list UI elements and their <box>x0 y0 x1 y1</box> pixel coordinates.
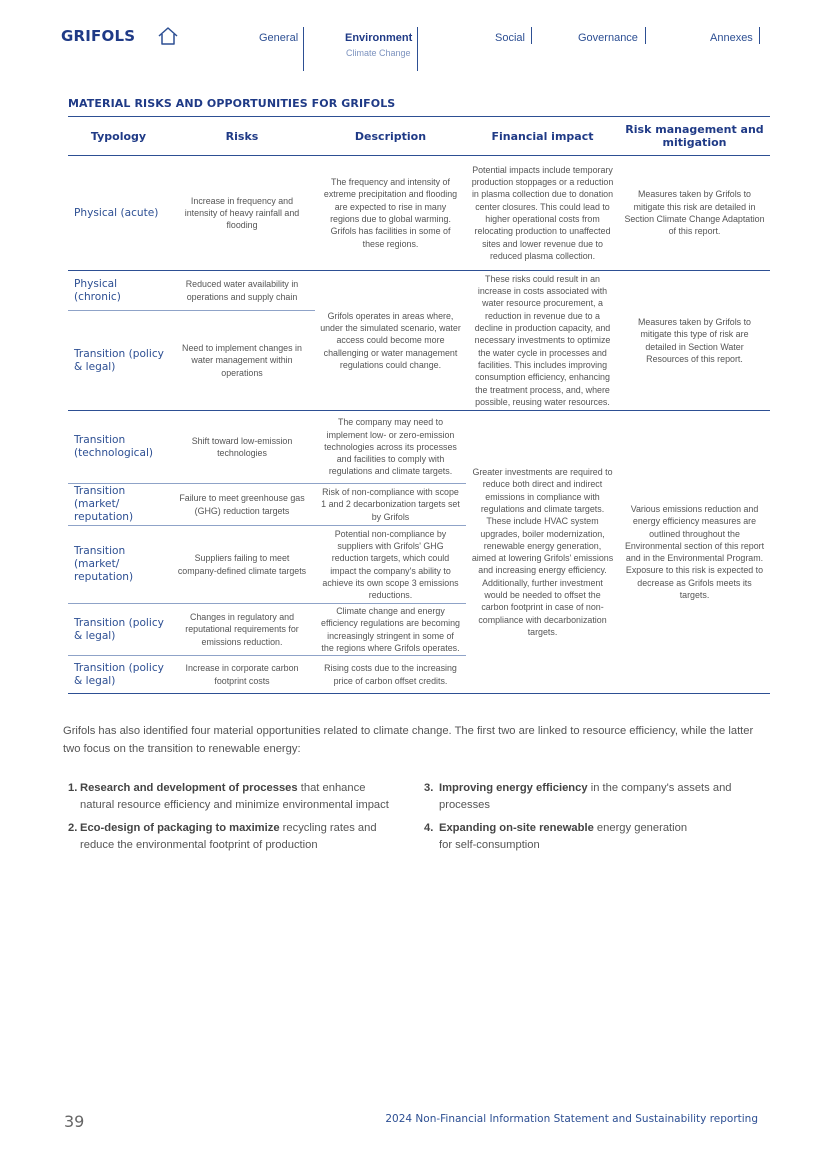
nav-environment-sub[interactable]: Climate Change <box>346 48 411 58</box>
risks-table <box>68 116 770 694</box>
list-item-text: recycling rates and reduce the environmental footprint of production <box>80 822 377 851</box>
header-description: Description <box>315 117 466 156</box>
opportunities-intro: Grifols has also identified four material opportunities related to climate change. The first two are linked to resource efficiency, while the latter two focus on the transition to renewable energy: <box>63 725 754 755</box>
list-number: 1. <box>68 782 78 794</box>
typology-cell: Physical (chronic) <box>68 271 169 311</box>
risk-cell: Failure to meet greenhouse gas (GHG) reduction targets <box>169 484 315 526</box>
list-item <box>68 780 393 813</box>
table-row <box>68 411 770 484</box>
list-number: 4. <box>424 822 434 834</box>
risk-cell: Changes in regulatory and reputational requirements for emissions reduction. <box>169 604 315 656</box>
nav-environment[interactable]: Environment <box>345 32 413 44</box>
typology-cell: Transition (technological) <box>68 411 169 484</box>
list-item-text: in the company's assets and processes <box>439 782 732 811</box>
description-cell: Climate change and energy efficiency regulations are becoming increasingly stringent in some of the regions where Grifols operates. <box>315 604 466 656</box>
list-number: 3. <box>424 782 434 794</box>
header-risks: Risks <box>169 117 315 156</box>
typology-cell: Transition (market/ reputation) <box>68 484 169 526</box>
risk-cell: Reduced water availability in operations and supply chain <box>169 271 315 311</box>
opportunities-list-left <box>68 780 393 860</box>
risk-cell: Shift toward low-emission technologies <box>169 411 315 484</box>
nav-governance[interactable]: Governance <box>578 32 638 44</box>
description-cell: Rising costs due to the increasing price of carbon offset credits. <box>315 656 466 694</box>
nav-divider <box>759 27 760 44</box>
nav-divider <box>303 27 304 71</box>
list-item <box>424 780 769 813</box>
section-title: MATERIAL RISKS AND OPPORTUNITIES FOR GRIFOLS <box>68 97 396 110</box>
nav-divider <box>417 27 418 71</box>
nav-divider <box>645 27 646 44</box>
typology-cell: Transition (policy & legal) <box>68 311 169 411</box>
list-item <box>68 820 393 853</box>
mitigation-cell: Measures taken by Grifols to mitigate this type of risk are detailed in Section Water Resources of this report. <box>619 271 770 411</box>
risk-cell: Suppliers failing to meet company-defined climate targets <box>169 526 315 604</box>
risk-cell: Increase in frequency and intensity of heavy rainfall and flooding <box>169 156 315 271</box>
nav-divider <box>531 27 532 44</box>
financial-impact-cell: Potential impacts include temporary production stoppages or a reduction in plasma collection due to donation center closures. This could lead to higher operational costs from relocating production to unaffected sites and lower revenue due to reduced plasma collection. <box>466 156 619 271</box>
list-item-bold: Improving energy efficiency <box>439 782 588 794</box>
footer-title: 2024 Non-Financial Information Statement and Sustainability reporting <box>385 1113 758 1125</box>
description-cell: The company may need to implement low- or zero-emission technologies across its processes and facilities to comply with regulations and climate targets. <box>315 411 466 484</box>
typology-cell: Transition (policy & legal) <box>68 656 169 694</box>
description-cell: Potential non-compliance by suppliers with Grifols' GHG reduction targets, which could impact the company's ability to achieve its own scope 3 emissions reductions. <box>315 526 466 604</box>
mitigation-cell: Measures taken by Grifols to mitigate this risk are detailed in Section Climate Change Adaptation of this report. <box>619 156 770 271</box>
list-item-bold: Eco-design of packaging to maximize <box>80 822 280 834</box>
description-cell: Grifols operates in areas where, under the simulated scenario, water access could become more challenging or water management regulations could change. <box>315 271 466 411</box>
page-number: 39 <box>64 1112 85 1131</box>
opportunities-list-right <box>424 780 769 860</box>
page-header <box>0 0 825 80</box>
header-financial-impact: Financial impact <box>466 117 619 156</box>
typology-cell: Physical (acute) <box>68 156 169 271</box>
list-number: 2. <box>68 822 78 834</box>
nav-annexes[interactable]: Annexes <box>710 32 753 44</box>
description-cell: Risk of non-compliance with scope 1 and 2 decarbonization targets set by Grifols <box>315 484 466 526</box>
list-item-text: that enhance natural resource efficiency and minimize environmental impact <box>80 782 389 811</box>
table-row <box>68 271 770 311</box>
list-item <box>424 820 699 853</box>
list-item-bold: Research and development of processes <box>80 782 298 794</box>
typology-cell: Transition (policy & legal) <box>68 604 169 656</box>
header-typology: Typology <box>68 117 169 156</box>
nav-social[interactable]: Social <box>495 32 525 44</box>
mitigation-cell: Various emissions reduction and energy efficiency measures are outlined throughout the Environmental section of this report and in the Environmental Program. Exposure to this risk is expected to decrease as Grifols meets its targets. <box>619 411 770 694</box>
header-mitigation: Risk management and mitigation <box>619 117 770 156</box>
financial-impact-cell: Greater investments are required to reduce both direct and indirect emissions in compliance with regulations and climate targets. These include HVAC system upgrades, boiler modernization, renewable energy generation, aimed at lowering Grifols' emissions and increasing energy efficiency. Additionally, further investment would be needed to offset the carbon footprint in case of non-compliance with decarbonization targets. <box>466 411 619 694</box>
risk-cell: Increase in corporate carbon footprint costs <box>169 656 315 694</box>
typology-cell: Transition (market/ reputation) <box>68 526 169 604</box>
nav-general[interactable]: General <box>259 32 299 44</box>
financial-impact-cell: These risks could result in an increase in costs associated with water resource procurement, a reduction in revenue due to a decline in production capacity, and necessary investments to optimize the water cycle in processes and facilities. This includes improving consumption efficiency, enhancing the treatment process, and, where possible, reusing water resources. <box>466 271 619 411</box>
table-row <box>68 156 770 271</box>
table-header-row <box>68 117 770 156</box>
list-item-text: energy generation for self-consumption <box>439 822 688 851</box>
description-cell: The frequency and intensity of extreme precipitation and flooding are expected to rise in many regions due to global warming. Grifols has facilities in some of these regions. <box>315 156 466 271</box>
grifols-logo[interactable]: GRIFOLS <box>61 27 136 45</box>
list-item-bold: Expanding on-site renewable <box>439 822 594 834</box>
risk-cell: Need to implement changes in water management within operations <box>169 311 315 411</box>
home-icon[interactable] <box>157 26 179 46</box>
